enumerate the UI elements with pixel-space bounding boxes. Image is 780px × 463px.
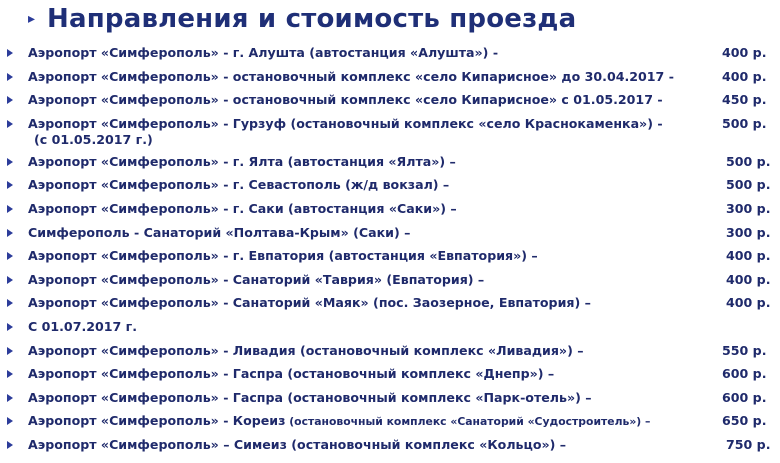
bullet-icon: [7, 205, 13, 213]
route-text: Аэропорт «Симферополь» - г. Евпатория (автостанция «Евпатория») –: [28, 248, 538, 264]
bullet-icon: [7, 96, 13, 104]
route-price: 500 р.: [726, 153, 771, 169]
bullet-icon: [7, 73, 13, 81]
list-item: [0, 113, 780, 151]
bullet-icon: [7, 252, 13, 260]
route-text: Аэропорт «Симферополь» - г. Алушта (автостанция «Алушта») -: [28, 45, 499, 60]
list-item: [0, 434, 780, 458]
route-price: 400 р.: [722, 68, 767, 84]
section-date-label: С 01.07.2017 г.: [28, 318, 138, 334]
bullet-icon: [7, 181, 13, 189]
list-item: [0, 89, 780, 113]
route-text: Аэропорт «Симферополь» - г. Севастополь (ж/д вокзал) –: [28, 177, 450, 193]
route-price: 300 р.: [726, 224, 771, 240]
bullet-icon: [7, 299, 13, 307]
bullet-icon: [7, 394, 13, 402]
route-text: Симферополь - Санаторий «Полтава-Крым» (Саки) –: [28, 224, 411, 240]
route-price: 600 р.: [722, 366, 767, 382]
page-title: Направления и стоимость проезда: [47, 4, 577, 34]
route-text-small: (остановочный комплекс «Санаторий «Судостроитель») –: [285, 415, 651, 429]
bullet-icon: [7, 417, 13, 425]
route-price: 500 р.: [726, 177, 771, 193]
list-item: [0, 174, 780, 198]
route-text: Аэропорт «Симферополь» - г. Ялта (автостанция «Ялта») –: [28, 153, 456, 169]
bullet-icon: [7, 49, 13, 57]
page-title-row: [28, 4, 576, 34]
list-item: [0, 340, 780, 364]
bullet-icon: [7, 276, 13, 284]
list-item: [0, 269, 780, 293]
route-price: 500 р.: [722, 115, 767, 131]
bullet-icon: [7, 347, 13, 355]
route-price: 400 р.: [726, 271, 771, 287]
route-text-continuation: (с 01.05.2017 г.): [34, 131, 153, 147]
list-item: [0, 42, 780, 66]
route-text: Аэропорт «Симферополь» - Гаспра (остановочный комплекс «Парк-отель») –: [28, 389, 592, 405]
route-price: 450 р.: [722, 92, 767, 108]
route-text: Аэропорт «Симферополь» - Гаспра (остановочный комплекс «Днепр») –: [28, 366, 555, 382]
route-price-list: [0, 42, 780, 458]
route-price: 600 р.: [722, 389, 767, 405]
route-price: 550 р.: [722, 342, 767, 358]
route-price: 400 р.: [726, 248, 771, 264]
route-text-main: Аэропорт «Симферополь» - Кореиз: [28, 413, 286, 429]
route-text: Аэропорт «Симферополь» - Санаторий «Таврия» (Евпатория) –: [28, 271, 485, 287]
list-item: [0, 292, 780, 316]
list-item: [0, 222, 780, 246]
route-text: Аэропорт «Симферополь» - остановочный комплекс «село Кипарисное» до 30.04.2017 -: [28, 68, 674, 84]
list-item: [0, 363, 780, 387]
title-bullet-icon: ▸: [28, 11, 36, 27]
route-price: 300 р.: [726, 200, 771, 216]
bullet-icon: [7, 323, 13, 331]
route-price: 400 р.: [722, 45, 767, 60]
route-text: Аэропорт «Симферополь» - г. Саки (автостанция «Саки») –: [28, 200, 457, 216]
route-text: Аэропорт «Симферополь» - Ливадия (остановочный комплекс «Ливадия») –: [28, 342, 584, 358]
route-text: Аэропорт «Симферополь» - остановочный комплекс «село Кипарисное» с 01.05.2017 -: [28, 92, 663, 108]
route-text: Аэропорт «Симферополь» – Симеиз (остановочный комплекс «Кольцо») –: [28, 436, 567, 452]
list-item: [0, 316, 780, 340]
list-item: [0, 245, 780, 269]
list-item: [0, 410, 780, 434]
bullet-icon: [7, 158, 13, 166]
list-item: [0, 198, 780, 222]
bullet-icon: [7, 370, 13, 378]
bullet-icon: [7, 120, 13, 128]
list-item: [0, 387, 780, 411]
list-item: [0, 151, 780, 175]
route-text: Аэропорт «Симферополь» - Гурзуф (остановочный комплекс «село Краснокаменка») -: [28, 115, 663, 131]
route-text: Аэропорт «Симферополь» - Санаторий «Маяк» (пос. Заозерное, Евпатория) –: [28, 295, 591, 311]
route-text: [28, 413, 650, 430]
list-item: [0, 66, 780, 90]
route-price: 750 р.: [726, 436, 771, 452]
bullet-icon: [7, 441, 13, 449]
route-price: 400 р.: [726, 295, 771, 311]
route-price: 650 р.: [722, 413, 767, 429]
bullet-icon: [7, 229, 13, 237]
